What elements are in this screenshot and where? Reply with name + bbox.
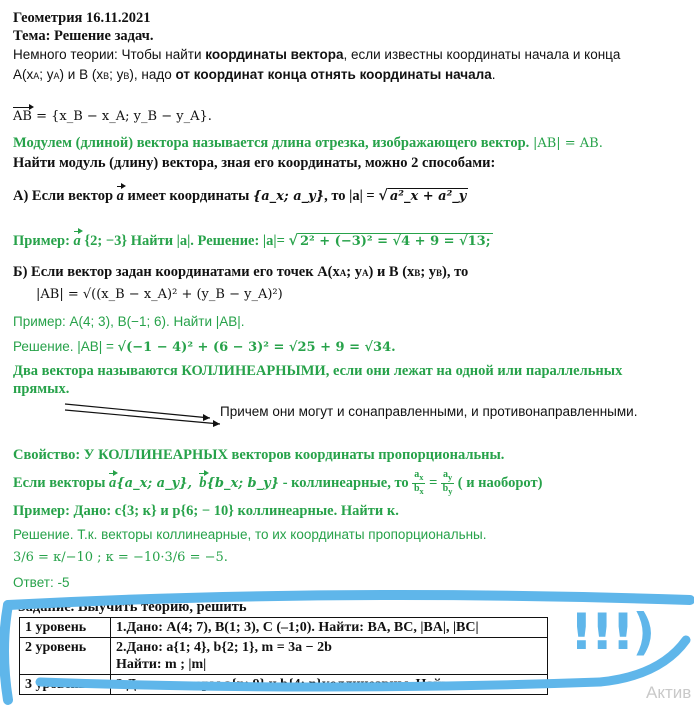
method-b-tail: и B (x [376, 264, 415, 280]
vec-a-coords: {a_x; a_y}, [116, 475, 193, 491]
cond-vector-a: a [109, 474, 117, 491]
activation-watermark: Актив [646, 683, 692, 702]
theory-bold-2: от координат конца отнять координаты начала [175, 67, 492, 82]
sqrt-icon: √ [378, 187, 388, 204]
method-a-text: А) Если вектор [13, 188, 114, 204]
vice-versa: ( и наоборот) [457, 474, 543, 491]
point-a: A(x [13, 67, 34, 82]
point-b: и B (x [67, 67, 104, 82]
cond-vector-b: b [199, 474, 207, 491]
example-2: Пример: A(4; 3), B(−1; 6). Найти |AB|. [13, 314, 245, 329]
dot: . [491, 67, 496, 82]
method-a-text-3: , то |a| = [324, 188, 375, 204]
collinear-word: - коллинеарные, то [282, 474, 409, 491]
collinear-def-line-1: Два вектора называются КОЛЛИНЕАРНЫМИ, если они лежат на одной или параллельных [13, 363, 623, 379]
method-a-text-2: имеет координаты [127, 188, 250, 204]
if-vectors: Если векторы [13, 474, 106, 491]
level-1-label: 1 уровень [20, 618, 111, 638]
doc-title: Геометрия 16.11.2021 [13, 10, 151, 26]
ab-vector: AB [13, 109, 32, 124]
solution-3: Решение. Т.к. векторы коллинеарные, то их координаты пропорциональны. [13, 527, 487, 542]
level-2-task: 2.Дано: a{1; 4}, b{2; 1}, m = 3a − 2b [116, 640, 332, 655]
method-b-end: ), то [442, 264, 469, 280]
method-a-coords: {a_x; a_y} [252, 189, 325, 204]
modulus-eq: |AB| = AB. [532, 136, 603, 151]
example-1-find: Найти |a|. Решение: |a|= [130, 233, 285, 249]
calc-3: 3/6 = к/−10 ; к = −10·3/6 = −5. [13, 550, 228, 565]
highlight-bottom [40, 682, 600, 687]
example-1-vec: {2; −3} [84, 233, 128, 249]
level-2-label: 2 уровень [20, 638, 111, 675]
ratio-ay-by: $\frac{a_y}{b_y}$ [442, 469, 453, 496]
topic: Тема: Решение задач. [13, 28, 154, 44]
collinear-condition: Если векторы a{a_x; a_y}, b{b_x; b_y} - коллинеарные, то $\frac{a_x}{b_x}$ = $\frac{a_y}{b_y}$ ( и наоборот) [13, 469, 543, 496]
theory-bold-1: координаты вектора [205, 47, 344, 62]
example-3: Пример: Дано: c{3; к} и p{6; − 10} коллинеарные. Найти к. [13, 503, 399, 519]
solution-2-text: √(−1 − 4)² + (6 − 3)² = √25 + 9 = √34. [117, 340, 396, 355]
method-b-text: Б) Если вектор задан координатами его точек A(x [13, 264, 340, 280]
theory-line-2: A(xA; yA) и B (xB; yB), надо от координат конца отнять координаты начала. [13, 67, 496, 82]
level-1-task: 1.Дано: A(4; 7), B(1; 3), C (–1;0). Найти: BA, BC, |BA|, |BC| [111, 618, 548, 638]
method-a-root: a²_x + a²_y [389, 189, 467, 204]
handwritten-marks: !!!) [570, 603, 654, 661]
example-1-root: 2² + (−3)² = √4 + 9 = √13; [300, 234, 491, 249]
modulus-def-text: Модулем (длиной) вектора называется длина отрезка, изображающего вектор. [13, 135, 530, 151]
level-3-label: 3 уровень [20, 675, 111, 695]
example-1-vector-a: a [73, 233, 81, 249]
find-modulus: Найти модуль (длину) вектора, зная его координаты, можно 2 способами: [13, 155, 496, 171]
formula-b: |AB| = √((x_B − x_A)² + (y_B − y_A)²) [36, 287, 283, 302]
property: Свойство: У КОЛЛИНЕАРНЫХ векторов координаты пропорциональны. [13, 447, 505, 463]
direction-note: Причем они могут и сонаправленными, и противонаправленными. [220, 404, 638, 419]
answer-3: Ответ: -5 [13, 575, 70, 590]
level-3-task: 3.Дано: векторы a{n; 9} и b{4; n}коллинеарны. Найти n [111, 675, 548, 695]
highlight-left [4, 605, 8, 700]
theory-prefix: Немного теории: Чтобы найти [13, 47, 202, 62]
solution-2-pre: Решение. |AB| = [13, 339, 114, 354]
theory-end: ), надо [129, 67, 172, 82]
vector-a-symbol: a [116, 188, 124, 204]
level-2-task-find: Найти: m ; |m| [116, 657, 207, 672]
task-heading: Задание. Выучить теорию, решить [18, 599, 247, 615]
method-b: Б) Если вектор задан координатами его точек A(xA; yA) и B (xB; yB), то [13, 264, 469, 280]
theory-mid: , если известны координаты начала и конца [343, 47, 621, 62]
collinear-def-line-2: прямых. [13, 381, 70, 397]
ratio-ax-bx: $\frac{a_x}{b_x}$ [413, 469, 424, 496]
ab-formula: = {x_B − x_A; y_B − y_A}. [36, 109, 212, 124]
vec-b-coords: {b_x; b_y} [206, 475, 280, 491]
example-1-label: Пример: [13, 233, 70, 249]
sqrt-icon: √ [288, 232, 298, 249]
